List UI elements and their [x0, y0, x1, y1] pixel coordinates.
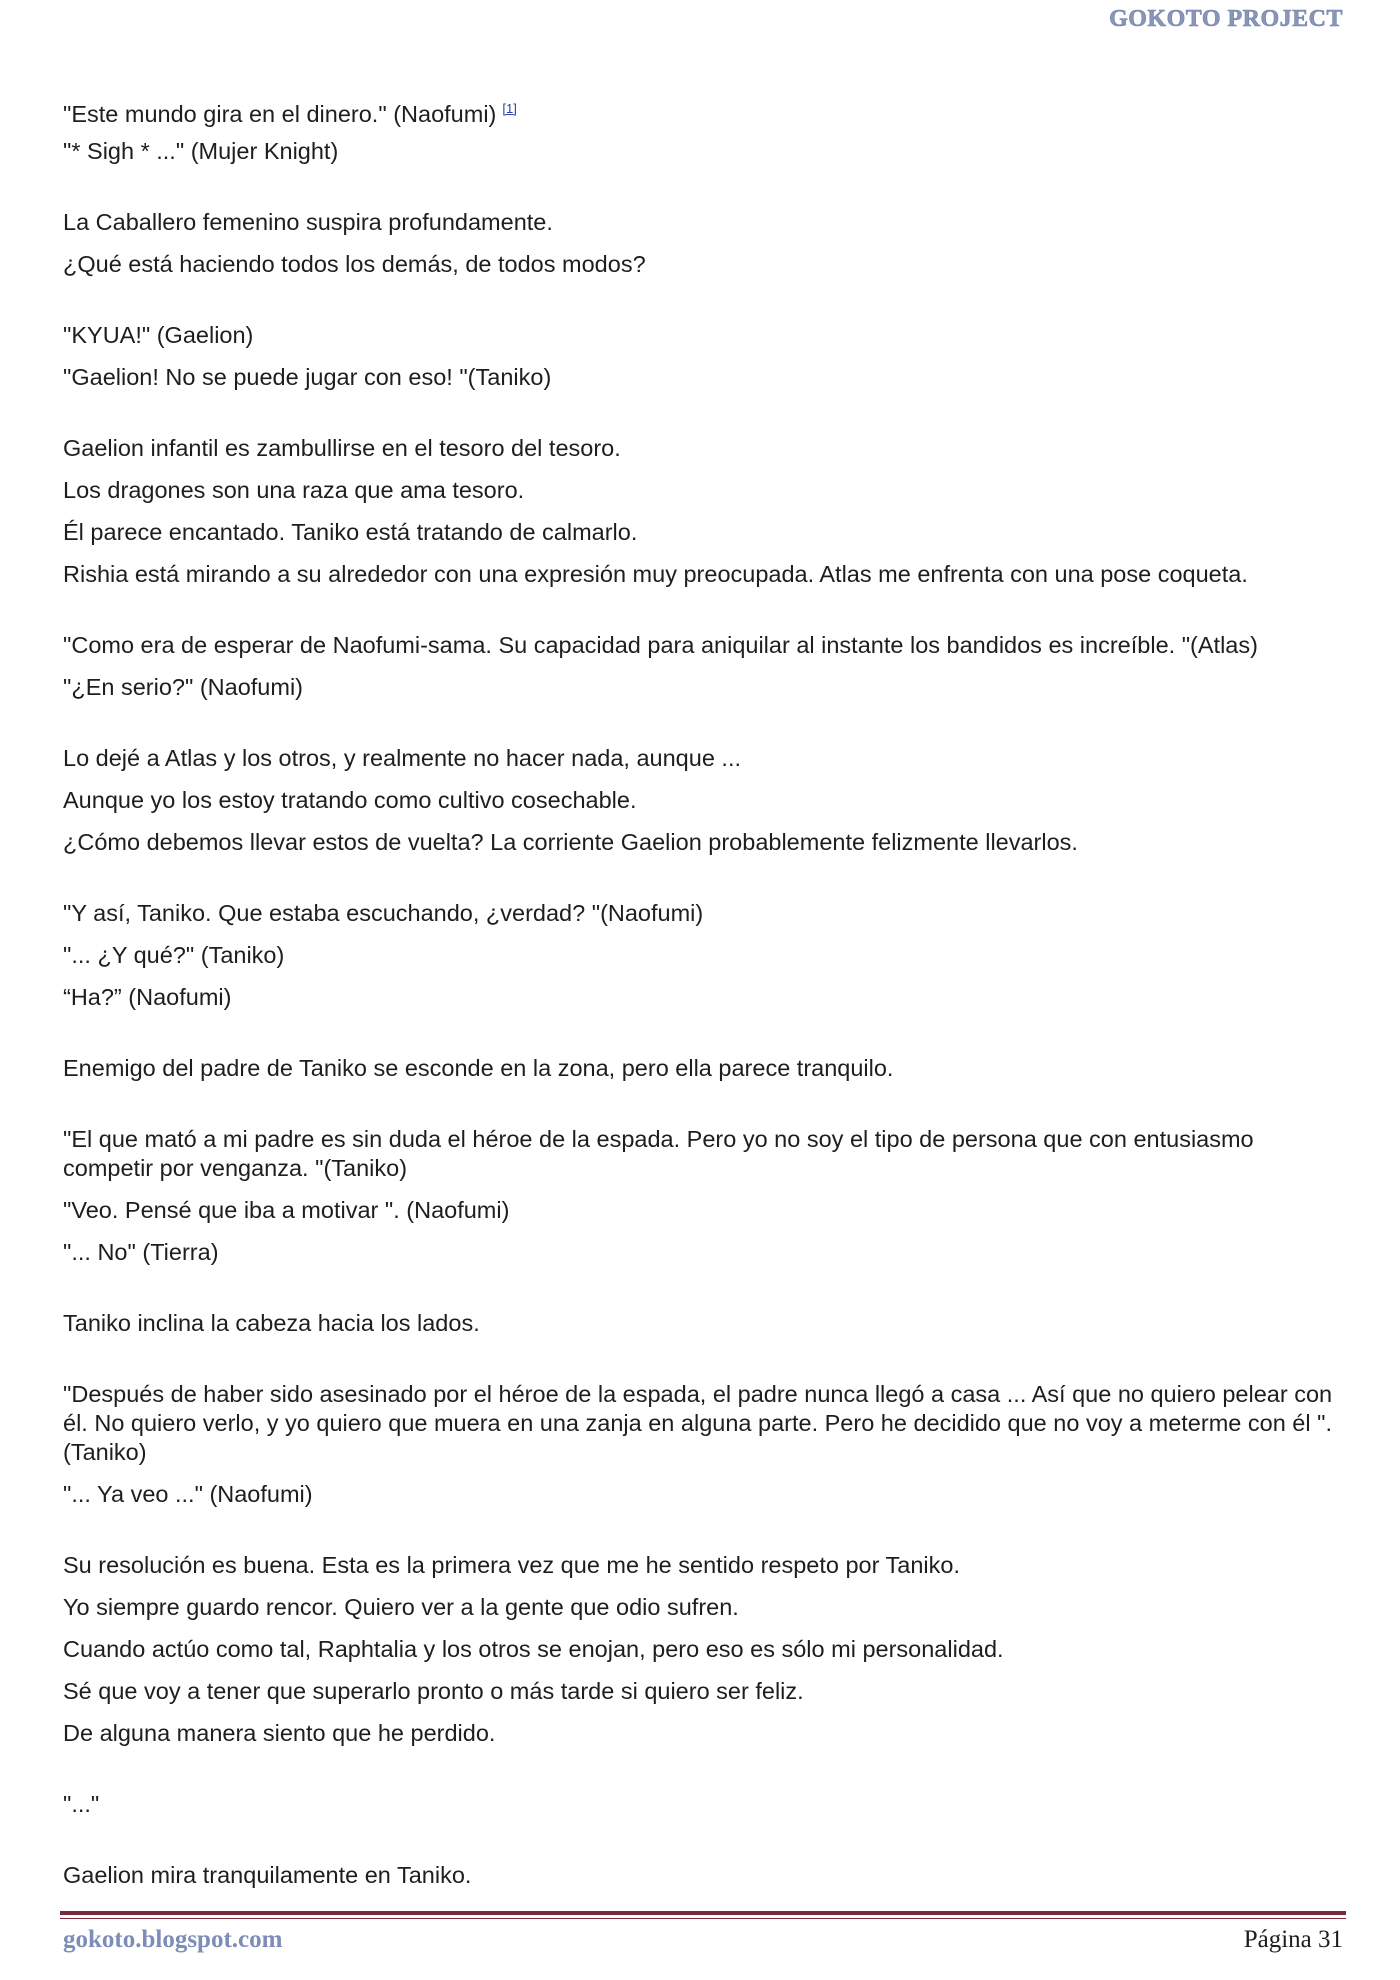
narration-line: Yo siempre guardo rencor. Quiero ver a la gente que odio sufren.: [63, 1594, 739, 1620]
narration-line: ¿Qué está haciendo todos los demás, de todos modos?: [63, 251, 646, 277]
narration-line: De alguna manera siento que he perdido.: [63, 1720, 496, 1746]
dialogue-line: "... Ya veo ..." (Naofumi): [63, 1481, 313, 1507]
narration-line: Taniko inclina la cabeza hacia los lados.: [63, 1310, 480, 1336]
narration-line: Lo dejé a Atlas y los otros, y realmente no hacer nada, aunque ...: [63, 745, 742, 771]
narration-line: Gaelion infantil es zambullirse en el tesoro del tesoro.: [63, 435, 621, 461]
dialogue-line: [63, 88, 1343, 130]
dialogue-paragraph: "El que mató a mi padre es sin duda el héroe de la espada. Pero yo no soy el tipo de persona que con entusiasmo competir por venganza. "(Taniko): [63, 1126, 1254, 1181]
narration-line: La Caballero femenino suspira profundamente.: [63, 209, 553, 235]
narration-line: Cuando actúo como tal, Raphtalia y los otros se enojan, pero eso es sólo mi personalidad.: [63, 1636, 1004, 1662]
dialogue-line: "Gaelion! No se puede jugar con eso! "(Taniko): [63, 364, 552, 390]
narration-line: Su resolución es buena. Esta es la primera vez que me he sentido respeto por Taniko.: [63, 1552, 961, 1578]
dialogue-paragraph: "Después de haber sido asesinado por el héroe de la espada, el padre nunca llegó a casa ... Así que no quiero pelear con él. No quiero verlo, y yo quiero que muera en una zanja en alguna parte. Pero he decidido que no voy a meterme con él ". (Taniko): [63, 1381, 1333, 1465]
paragraph-gap: [63, 1754, 1343, 1783]
narration-line: Enemigo del padre de Taniko se esconde en la zona, pero ella parece tranquilo.: [63, 1055, 894, 1081]
narration-line: Sé que voy a tener que superarlo pronto o más tarde si quiero ser feliz.: [63, 1678, 804, 1704]
dialogue-line: “Ha?” (Naofumi): [63, 984, 232, 1010]
paragraph-gap: [63, 1018, 1343, 1047]
paragraph-gap: [63, 595, 1343, 624]
paragraph-gap: [63, 708, 1343, 737]
page-body: [63, 88, 1343, 1896]
paragraph-gap: [63, 1089, 1343, 1118]
paragraph-gap: [63, 863, 1343, 892]
dialogue-line: "Como era de esperar de Naofumi-sama. Su capacidad para aniquilar al instante los bandidos es increíble. "(Atlas): [63, 632, 1258, 658]
narration-line: ¿Cómo debemos llevar estos de vuelta? La corriente Gaelion probablemente felizmente llevarlos.: [63, 829, 1078, 855]
dialogue-text: "Este mundo gira en el dinero." (Naofumi): [63, 100, 497, 127]
paragraph-gap: [63, 1344, 1343, 1373]
dialogue-line: "KYUA!" (Gaelion): [63, 322, 254, 348]
footer-site-link[interactable]: gokoto.blogspot.com: [63, 1926, 283, 1953]
footer-rule-thin: [60, 1918, 1346, 1919]
dialogue-line: "... ¿Y qué?" (Taniko): [63, 942, 285, 968]
narration-line: Él parece encantado. Taniko está tratando de calmarlo.: [63, 519, 638, 545]
dialogue-line: "* Sigh * ..." (Mujer Knight): [63, 138, 339, 164]
page-number: Página 31: [1243, 1926, 1343, 1953]
dialogue-line: "Y así, Taniko. Que estaba escuchando, ¿verdad? "(Naofumi): [63, 900, 704, 926]
narration-line: Los dragones son una raza que ama tesoro.: [63, 477, 525, 503]
header-brand: GOKOTO PROJECT: [1109, 6, 1343, 32]
dialogue-line: "¿En serio?" (Naofumi): [63, 674, 304, 700]
dialogue-line: "Veo. Pensé que iba a motivar ". (Naofumi): [63, 1197, 510, 1223]
paragraph-gap: [63, 398, 1343, 427]
dialogue-line: "... No" (Tierra): [63, 1239, 219, 1265]
paragraph-gap: [63, 1515, 1343, 1544]
footnote-link[interactable]: [1]: [502, 101, 517, 116]
narration-line: Rishia está mirando a su alrededor con una expresión muy preocupada. Atlas me enfrenta con una pose coqueta.: [63, 561, 1248, 587]
paragraph-gap: [63, 285, 1343, 314]
narration-line: Gaelion mira tranquilamente en Taniko.: [63, 1862, 472, 1888]
narration-line: Aunque yo los estoy tratando como cultivo cosechable.: [63, 787, 637, 813]
paragraph-gap: [63, 172, 1343, 201]
paragraph-gap: [63, 1825, 1343, 1854]
dialogue-line: "...": [63, 1791, 100, 1817]
footer-rule: [60, 1911, 1346, 1915]
paragraph-gap: [63, 1273, 1343, 1302]
